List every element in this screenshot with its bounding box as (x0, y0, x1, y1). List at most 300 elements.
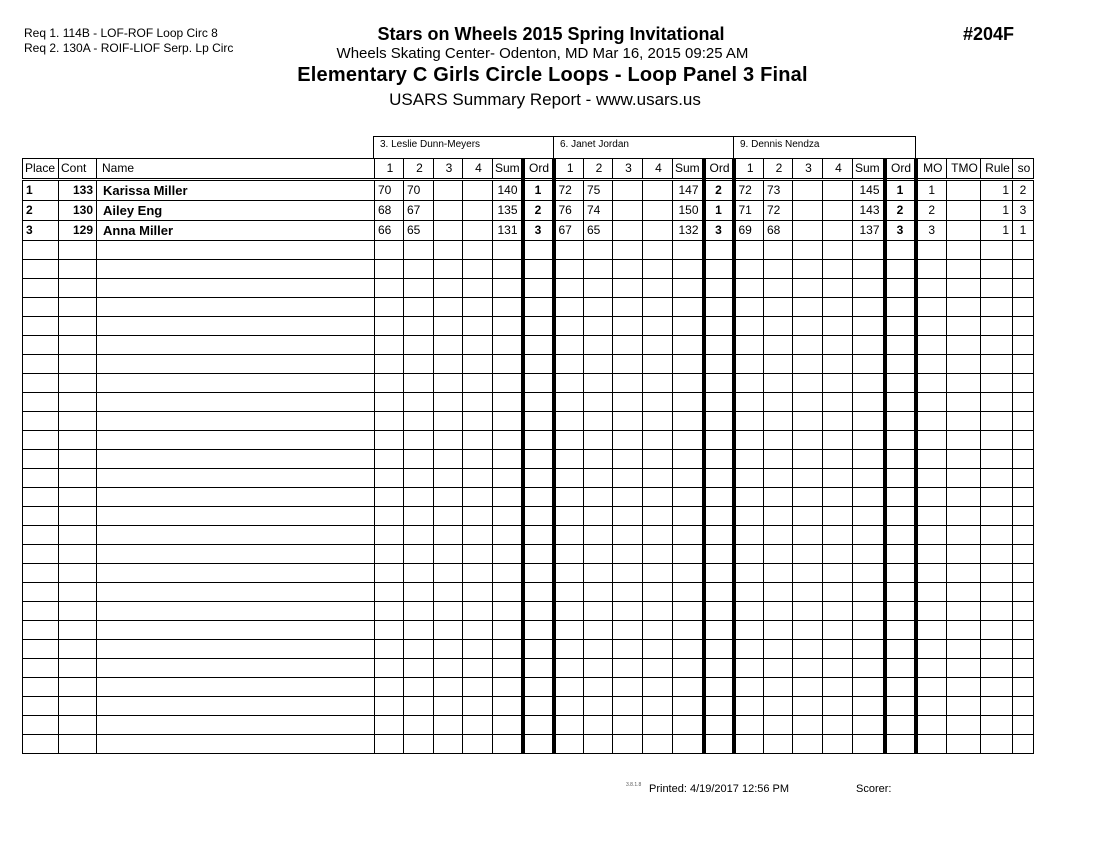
event-title: Elementary C Girls Circle Loops - Loop Panel 3 Final (297, 64, 808, 86)
judge3-score-1-cell (734, 260, 764, 279)
judge2-sum-cell (673, 450, 704, 469)
judge2-score-1-cell (554, 488, 584, 507)
judge1-score-4-cell (463, 716, 493, 735)
judge3-sum-cell (853, 241, 885, 260)
judge3-score-2-cell (764, 621, 793, 640)
judge2-score-1-cell: 76 (554, 201, 584, 221)
mo-cell (916, 602, 947, 621)
judge1-ord-cell (523, 298, 554, 317)
judge3-ord-cell (885, 507, 916, 526)
judge2-score-2-cell: 65 (584, 221, 613, 241)
empty-table-row (23, 431, 1034, 450)
judge3-sum-cell (853, 298, 885, 317)
cont-cell: 133 (59, 180, 97, 201)
judge1-score-4-cell (463, 180, 493, 201)
judge1-score-3-cell (434, 735, 463, 754)
empty-table-row (23, 450, 1034, 469)
empty-table-row (23, 545, 1034, 564)
judge1-score-2-cell: 70 (404, 180, 434, 201)
judge3-score-3-cell (793, 697, 823, 716)
judge2-ord-cell (704, 279, 734, 298)
judge1-sum-cell (493, 564, 523, 583)
judge1-score-3-cell (434, 678, 463, 697)
judge3-score-3-cell (793, 678, 823, 697)
judge1-ord-cell (523, 640, 554, 659)
cont-cell (59, 431, 97, 450)
judge1-score-3-cell (434, 317, 463, 336)
empty-table-row (23, 412, 1034, 431)
judge3-score-4-cell (823, 241, 853, 260)
cont-cell (59, 564, 97, 583)
competition-title (0, 24, 1100, 45)
name-cell (97, 317, 375, 336)
name-cell (97, 526, 375, 545)
judge3-score-1-cell (734, 716, 764, 735)
judge1-score-2-cell (404, 678, 434, 697)
mo-cell (916, 317, 947, 336)
judge3-ord-cell (885, 469, 916, 488)
judge1-score-1-cell (375, 469, 404, 488)
empty-table-row (23, 621, 1034, 640)
judge2-score-1-cell (554, 583, 584, 602)
so-cell (1013, 564, 1034, 583)
judge3-sum-cell (853, 279, 885, 298)
judge3-score-2-cell (764, 298, 793, 317)
name-cell (97, 374, 375, 393)
col-header-j3-ord: Ord (885, 159, 916, 180)
cont-cell (59, 279, 97, 298)
judge-header-2: 6. Janet Jordan (553, 136, 734, 158)
judge1-sum-cell (493, 526, 523, 545)
judge1-score-2-cell (404, 507, 434, 526)
judge1-score-2-cell (404, 545, 434, 564)
judge3-score-3-cell (793, 450, 823, 469)
judge1-ord-cell: 1 (523, 180, 554, 201)
judge1-ord-cell (523, 241, 554, 260)
judge1-sum-cell (493, 279, 523, 298)
judge3-score-4-cell (823, 317, 853, 336)
table-header-row (23, 159, 1034, 180)
name-cell: Anna Miller (97, 221, 375, 241)
judge3-score-4-cell (823, 412, 853, 431)
judge1-score-4-cell (463, 659, 493, 678)
judge2-sum-cell (673, 659, 704, 678)
cont-cell (59, 355, 97, 374)
judge1-score-4-cell (463, 241, 493, 260)
judge2-score-3-cell (613, 355, 643, 374)
mo-cell (916, 507, 947, 526)
judge1-score-1-cell (375, 260, 404, 279)
judge2-score-3-cell (613, 735, 643, 754)
judge3-score-3-cell (793, 260, 823, 279)
judge3-score-4-cell (823, 545, 853, 564)
judge2-ord-cell (704, 678, 734, 697)
tmo-cell (947, 221, 981, 241)
judge3-score-4-cell (823, 469, 853, 488)
judge2-score-1-cell (554, 697, 584, 716)
judge1-ord-cell (523, 697, 554, 716)
judge2-score-1-cell (554, 450, 584, 469)
judge3-sum-cell (853, 336, 885, 355)
judge1-score-4-cell (463, 393, 493, 412)
judge3-score-4-cell (823, 355, 853, 374)
judge3-score-3-cell (793, 583, 823, 602)
col-header-so: so (1013, 159, 1034, 180)
mo-cell (916, 583, 947, 602)
judge1-score-4-cell (463, 697, 493, 716)
so-cell: 2 (1013, 180, 1034, 201)
place-cell (23, 716, 59, 735)
col-header-j3-sum: Sum (853, 159, 885, 180)
judge2-score-1-cell (554, 374, 584, 393)
judge2-ord-cell (704, 545, 734, 564)
so-cell (1013, 545, 1034, 564)
judge2-ord-cell (704, 431, 734, 450)
judge1-score-3-cell (434, 697, 463, 716)
judge2-sum-cell (673, 469, 704, 488)
judge1-score-4-cell (463, 545, 493, 564)
judge3-score-2-cell (764, 241, 793, 260)
judge2-score-3-cell (613, 602, 643, 621)
mo-cell (916, 564, 947, 583)
judge2-score-1-cell (554, 355, 584, 374)
rule-cell (981, 545, 1013, 564)
col-header-j2-3: 3 (613, 159, 643, 180)
col-header-mo: MO (916, 159, 947, 180)
judge2-score-1-cell (554, 279, 584, 298)
name-cell (97, 393, 375, 412)
judge2-score-3-cell (613, 180, 643, 201)
empty-table-row (23, 488, 1034, 507)
judge1-score-2-cell (404, 412, 434, 431)
judge3-score-1-cell: 72 (734, 180, 764, 201)
col-header-name: Name (97, 159, 375, 180)
cont-cell (59, 697, 97, 716)
judge3-ord-cell (885, 583, 916, 602)
judge1-score-3-cell (434, 201, 463, 221)
judge1-sum-cell (493, 469, 523, 488)
mo-cell (916, 298, 947, 317)
empty-table-row (23, 507, 1034, 526)
judge1-score-1-cell (375, 374, 404, 393)
judge3-score-3-cell (793, 374, 823, 393)
judge2-ord-cell (704, 621, 734, 640)
judge1-score-4-cell (463, 336, 493, 355)
judge1-ord-cell (523, 564, 554, 583)
judge3-sum-cell (853, 469, 885, 488)
judge2-sum-cell (673, 317, 704, 336)
judge3-ord-cell (885, 564, 916, 583)
judge3-score-1-cell (734, 697, 764, 716)
tmo-cell (947, 201, 981, 221)
printed-timestamp: Printed: 4/19/2017 12:56 PM (649, 783, 790, 795)
col-header-tmo: TMO (947, 159, 981, 180)
judge1-score-2-cell (404, 659, 434, 678)
judge3-ord-cell (885, 431, 916, 450)
judge3-score-1-cell (734, 526, 764, 545)
name-cell (97, 507, 375, 526)
name-cell (97, 469, 375, 488)
empty-table-row (23, 564, 1034, 583)
table-row (23, 201, 1034, 221)
judge1-sum-cell (493, 336, 523, 355)
empty-table-row (23, 716, 1034, 735)
judge2-score-3-cell (613, 526, 643, 545)
col-header-j2-2: 2 (584, 159, 613, 180)
judge1-score-3-cell (434, 180, 463, 201)
judge1-score-2-cell (404, 564, 434, 583)
judge3-ord-cell (885, 735, 916, 754)
judge1-score-1-cell (375, 621, 404, 640)
judge3-score-2-cell (764, 393, 793, 412)
judge3-sum-cell (853, 583, 885, 602)
report-title: USARS Summary Report - www.usars.us (389, 90, 701, 109)
judge2-score-4-cell (643, 488, 673, 507)
judge3-score-2-cell (764, 431, 793, 450)
judge1-sum-cell (493, 488, 523, 507)
judge1-score-4-cell (463, 279, 493, 298)
judge3-score-4-cell (823, 716, 853, 735)
judge2-sum-cell (673, 564, 704, 583)
judge1-score-3-cell (434, 374, 463, 393)
judge2-score-3-cell (613, 564, 643, 583)
judge2-score-1-cell (554, 564, 584, 583)
judge1-sum-cell: 135 (493, 201, 523, 221)
mo-cell (916, 716, 947, 735)
name-cell (97, 659, 375, 678)
judge2-score-4-cell (643, 659, 673, 678)
place-cell (23, 697, 59, 716)
judge3-ord-cell (885, 355, 916, 374)
judge1-ord-cell (523, 716, 554, 735)
mo-cell (916, 640, 947, 659)
judge2-sum-cell (673, 241, 704, 260)
cont-cell (59, 526, 97, 545)
judge1-sum-cell (493, 507, 523, 526)
rule-cell (981, 583, 1013, 602)
cont-cell (59, 602, 97, 621)
judge2-ord-cell: 3 (704, 221, 734, 241)
mo-cell (916, 241, 947, 260)
place-cell (23, 526, 59, 545)
judge3-score-1-cell (734, 393, 764, 412)
judge2-score-1-cell (554, 545, 584, 564)
judge1-score-1-cell (375, 602, 404, 621)
name-cell (97, 602, 375, 621)
judge3-sum-cell (853, 260, 885, 279)
judge1-ord-cell (523, 431, 554, 450)
judge3-score-1-cell: 69 (734, 221, 764, 241)
judge1-score-2-cell: 65 (404, 221, 434, 241)
judge3-score-4-cell (823, 602, 853, 621)
judge3-ord-cell (885, 526, 916, 545)
judge2-ord-cell (704, 374, 734, 393)
tmo-cell (947, 602, 981, 621)
judge2-score-2-cell (584, 260, 613, 279)
judge3-score-4-cell (823, 180, 853, 201)
empty-table-row (23, 260, 1034, 279)
judge3-ord-cell (885, 336, 916, 355)
place-cell (23, 393, 59, 412)
judge3-score-3-cell (793, 201, 823, 221)
judge1-score-3-cell (434, 221, 463, 241)
so-cell (1013, 317, 1034, 336)
judge1-score-4-cell (463, 221, 493, 241)
judge1-score-1-cell (375, 355, 404, 374)
judge2-score-4-cell (643, 526, 673, 545)
judge1-ord-cell: 3 (523, 221, 554, 241)
judge3-score-1-cell (734, 355, 764, 374)
judge2-score-2-cell (584, 393, 613, 412)
place-cell (23, 469, 59, 488)
empty-table-row (23, 298, 1034, 317)
judge3-score-3-cell (793, 716, 823, 735)
judge3-score-3-cell (793, 221, 823, 241)
judge1-score-3-cell (434, 412, 463, 431)
so-cell (1013, 431, 1034, 450)
cont-cell (59, 716, 97, 735)
judge3-score-4-cell (823, 564, 853, 583)
tmo-cell (947, 621, 981, 640)
tmo-cell (947, 298, 981, 317)
judge1-score-2-cell: 67 (404, 201, 434, 221)
judge2-score-1-cell (554, 336, 584, 355)
empty-table-row (23, 241, 1034, 260)
judge2-ord-cell (704, 469, 734, 488)
cont-cell: 129 (59, 221, 97, 241)
judge3-sum-cell (853, 640, 885, 659)
judge2-score-2-cell (584, 640, 613, 659)
tmo-cell (947, 469, 981, 488)
judge1-sum-cell (493, 450, 523, 469)
rule-cell (981, 469, 1013, 488)
judge1-score-4-cell (463, 564, 493, 583)
judge2-score-2-cell (584, 450, 613, 469)
tmo-cell (947, 374, 981, 393)
rule-cell (981, 697, 1013, 716)
judge2-score-2-cell (584, 735, 613, 754)
judge1-sum-cell (493, 621, 523, 640)
judge1-sum-cell (493, 260, 523, 279)
judge1-score-2-cell (404, 697, 434, 716)
judge3-sum-cell (853, 678, 885, 697)
name-cell (97, 621, 375, 640)
judge1-score-2-cell (404, 336, 434, 355)
judge2-sum-cell (673, 583, 704, 602)
rule-cell: 1 (981, 221, 1013, 241)
judge3-sum-cell (853, 602, 885, 621)
judge2-score-4-cell (643, 317, 673, 336)
judge3-sum-cell (853, 450, 885, 469)
judge3-score-3-cell (793, 180, 823, 201)
mo-cell (916, 336, 947, 355)
judge3-score-4-cell (823, 659, 853, 678)
judge1-sum-cell (493, 640, 523, 659)
judge3-score-4-cell (823, 201, 853, 221)
so-cell: 3 (1013, 201, 1034, 221)
tmo-cell (947, 583, 981, 602)
judge3-score-3-cell (793, 488, 823, 507)
rule-cell (981, 488, 1013, 507)
col-header-j1-sum: Sum (493, 159, 523, 180)
judge1-score-4-cell (463, 431, 493, 450)
judge1-score-3-cell (434, 507, 463, 526)
judge3-ord-cell (885, 678, 916, 697)
col-header-cont: Cont (59, 159, 97, 180)
place-cell (23, 279, 59, 298)
judge2-score-2-cell (584, 469, 613, 488)
judge1-score-4-cell (463, 507, 493, 526)
judge2-sum-cell (673, 507, 704, 526)
judge1-score-4-cell (463, 678, 493, 697)
rule-cell (981, 279, 1013, 298)
empty-table-row (23, 583, 1034, 602)
judge1-score-1-cell (375, 697, 404, 716)
tmo-cell (947, 735, 981, 754)
judge2-score-3-cell (613, 201, 643, 221)
cont-cell (59, 336, 97, 355)
judge2-ord-cell (704, 602, 734, 621)
col-header-j2-1: 1 (554, 159, 584, 180)
judge1-score-3-cell (434, 393, 463, 412)
judge1-sum-cell (493, 317, 523, 336)
judge3-score-4-cell (823, 260, 853, 279)
so-cell (1013, 602, 1034, 621)
judge3-score-3-cell (793, 545, 823, 564)
col-header-j3-1: 1 (734, 159, 764, 180)
judge2-score-4-cell (643, 583, 673, 602)
judge1-score-3-cell (434, 545, 463, 564)
judge3-score-2-cell (764, 488, 793, 507)
judge3-score-3-cell (793, 526, 823, 545)
mo-cell (916, 697, 947, 716)
cont-cell (59, 469, 97, 488)
rule-cell (981, 602, 1013, 621)
judge2-score-4-cell (643, 412, 673, 431)
judge2-score-4-cell (643, 716, 673, 735)
rule-cell (981, 659, 1013, 678)
judge3-ord-cell (885, 716, 916, 735)
judge2-score-2-cell (584, 355, 613, 374)
judge1-score-3-cell (434, 602, 463, 621)
judge3-score-4-cell (823, 221, 853, 241)
judge3-sum-cell (853, 621, 885, 640)
judge3-score-2-cell: 72 (764, 201, 793, 221)
so-cell (1013, 488, 1034, 507)
col-header-j1-4: 4 (463, 159, 493, 180)
judge2-score-3-cell (613, 697, 643, 716)
judge3-score-4-cell (823, 298, 853, 317)
col-header-rule: Rule (981, 159, 1013, 180)
judge3-score-1-cell (734, 279, 764, 298)
judge3-score-2-cell (764, 260, 793, 279)
judge3-score-1-cell (734, 317, 764, 336)
empty-table-row (23, 659, 1034, 678)
judge2-score-2-cell (584, 298, 613, 317)
judge3-score-1-cell (734, 583, 764, 602)
judge1-score-1-cell (375, 678, 404, 697)
judge3-ord-cell (885, 317, 916, 336)
cont-cell (59, 659, 97, 678)
judge1-score-4-cell (463, 488, 493, 507)
judge3-ord-cell (885, 279, 916, 298)
judge1-score-2-cell (404, 374, 434, 393)
judge1-sum-cell (493, 602, 523, 621)
rule-cell (981, 260, 1013, 279)
judge2-score-3-cell (613, 507, 643, 526)
cont-cell (59, 488, 97, 507)
name-cell: Ailey Eng (97, 201, 375, 221)
